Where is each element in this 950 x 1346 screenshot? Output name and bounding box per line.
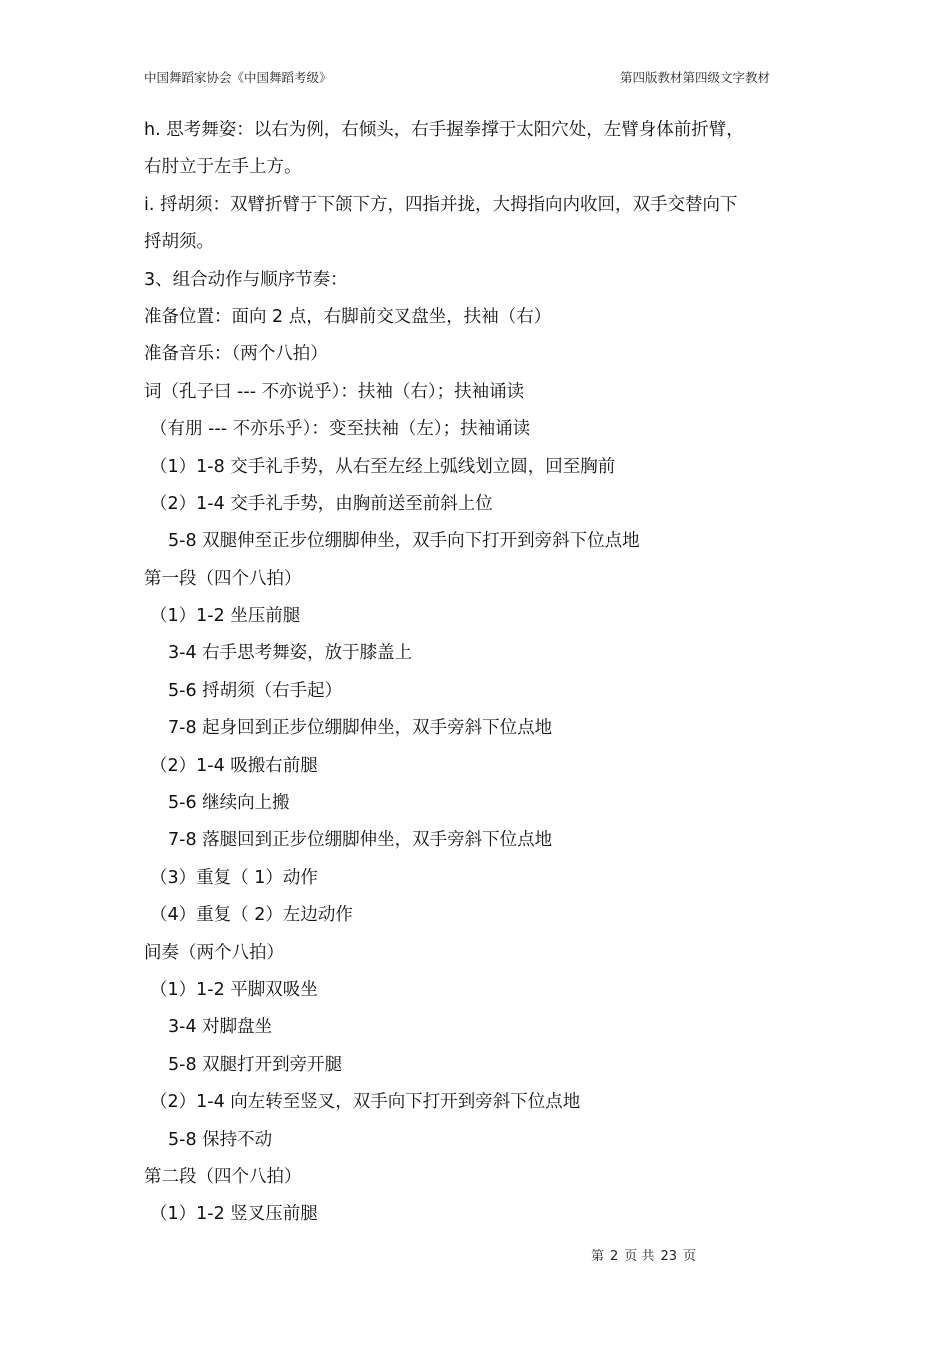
page-footer [591,1245,702,1264]
step-line: （1）1-2 平脚双吸坐 [150,979,318,1000]
text-line: （有朋 --- 不亦乐乎）：变至扶袖（左）；扶袖诵读 [150,419,531,440]
footer-mid: 页 共 [624,1249,655,1264]
text-line: h. 思考舞姿：以右为例，右倾头，右手握拳撑于太阳穴处，左臂身体前折臂， [144,120,744,140]
step-line: （4）重复（ 2）左边动作 [150,905,353,926]
step-line: （1）1-2 竖叉压前腿 [150,1204,318,1225]
footer-suffix: 页 [682,1249,696,1264]
header-left: 中国舞蹈家协会《中国舞蹈考级》 [144,70,332,85]
section-heading: 第一段（四个八拍） [144,568,302,589]
page-number: 2 [610,1249,619,1264]
text-line: 准备音乐：（两个八拍） [144,344,328,365]
step-line: 5-8 双腿伸至正步位绷脚伸坐，双手向下打开到旁斜下位点地 [168,531,640,552]
step-line: （2）1-4 吸搬右前腿 [150,755,318,776]
text-line: 准备位置：面向 2 点，右脚前交叉盘坐，扶袖（右） [144,306,552,327]
step-line: （2）1-4 交手礼手势，由胸前送至前斜上位 [150,493,493,514]
step-line: （1）1-8 交手礼手势，从右至左经上弧线划立圆，回至胸前 [150,456,616,477]
step-line: 3-4 右手思考舞姿，放于膝盖上 [168,643,413,664]
text-line: 右肘立于左手上方。 [144,157,302,178]
section-heading: 第二段（四个八拍） [144,1166,302,1187]
body-text [144,112,784,1234]
text-line: i. 捋胡须：双臂折臂于下颌下方，四指并拢，大拇指向内收回，双手交替向下 [144,194,738,215]
footer-prefix: 第 [591,1249,605,1264]
step-line: 5-8 保持不动 [168,1129,273,1150]
step-line: （3）重复（ 1）动作 [150,867,318,888]
header-right: 第四版教材第四级文字教材 [620,70,771,85]
step-line: 5-6 捋胡须（右手起） [168,680,343,701]
step-line: （1）1-2 坐压前腿 [150,606,301,627]
text-line: 捋胡须。 [144,232,214,253]
text-line: 词（孔子曰 --- 不亦说乎）：扶袖（右）；扶袖诵读 [144,381,525,402]
step-line: 5-8 双腿打开到旁开腿 [168,1054,343,1075]
step-line: 7-8 起身回到正步位绷脚伸坐，双手旁斜下位点地 [168,718,553,739]
total-pages: 23 [660,1249,677,1264]
step-line: 5-6 继续向上搬 [168,793,290,814]
step-line: 7-8 落腿回到正步位绷脚伸坐，双手旁斜下位点地 [168,830,553,851]
section-heading: 间奏（两个八拍） [144,942,284,963]
step-line: （2）1-4 向左转至竖叉，双手向下打开到旁斜下位点地 [150,1092,581,1113]
step-line: 3-4 对脚盘坐 [168,1017,273,1038]
section-heading: 3、组合动作与顺序节奏： [144,269,348,290]
